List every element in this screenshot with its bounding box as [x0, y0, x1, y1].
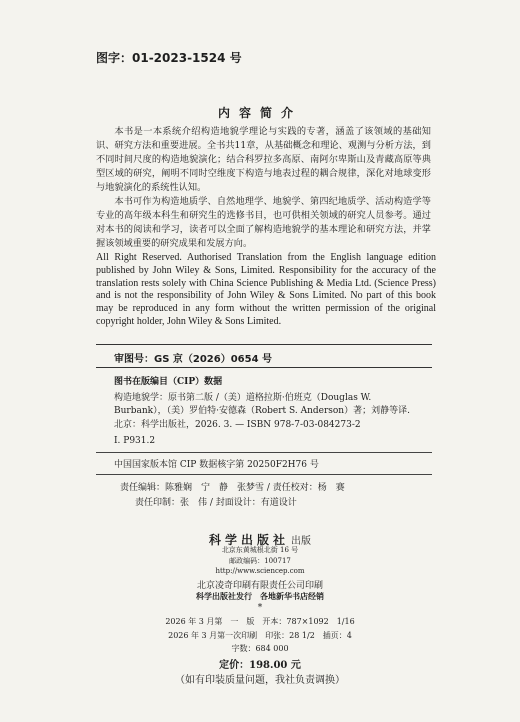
quality-note: （如有印装质量问题，我社负责调换） [175, 675, 345, 686]
publisher-postcode: 邮政编码：100717 [229, 557, 291, 565]
cip-line-2: Burbank），（美）罗伯特·安德森（Robert S. Anderson）著；刘静等译. [114, 406, 410, 416]
divider-cip [96, 367, 432, 368]
copyright-notice: All Right Reserved. Authorised Translation from the English language edition published by John Wiley & Sons, Limited. Responsibility for the accuracy of the translation rests solely with China Science Publishing & Media Ltd. (Science Press) and is not the responsibility of John Wiley & Sons Limited. No part of this book may be reproduced in any form without the written permission of the original copyright holder, John Wiley & Sons Limited. [96, 252, 436, 327]
publisher-name: 科学出版社 [208, 533, 289, 547]
cip-heading: 图书在版编目（CIP）数据 [114, 377, 223, 387]
price: 定价：198.00 元 [219, 660, 301, 671]
separator-star: * [257, 603, 263, 613]
intro-paragraph-2: 本书可作为构造地质学、自然地理学、地貌学、第四纪地质学、活动构造学等专业的高年级本科生和研究生的选修书目，也可供相关领域的研究人员参考。通过对本书的阅读和学习，读者可以全面了解构造地貌学的基本理论和研究方法，并掌握该领域重要的研究成果和发展方向。 [96, 196, 431, 249]
credits-editors: 责任编辑：陈雅娴 宁 静 张梦雪 / 责任校对：杨 赛 [120, 483, 345, 493]
registration-number: 图字：01-2023-1524 号 [96, 51, 242, 65]
edition-line-2: 2026 年 3 月第一次印刷 印张：28 1/2 插页：4 [168, 631, 352, 640]
printer: 北京凌奇印刷有限责任公司印刷 [196, 581, 323, 591]
cip-line-3: 北京：科学出版社，2026. 3. — ISBN 978-7-03-084273-2 [114, 420, 361, 430]
divider-library [96, 452, 432, 453]
map-review-number: 审图号：GS 京（2026）0654 号 [114, 354, 273, 365]
publisher-address: 北京东黄城根北街 16 号 [221, 546, 299, 554]
cip-classification: Ⅰ. P931.2 [114, 436, 156, 446]
divider-credits [96, 474, 432, 475]
distribution: 科学出版社发行 各地新华书店经销 [196, 591, 324, 601]
intro-title: 内容简介 [217, 106, 302, 120]
word-count: 字数：684 000 [231, 644, 289, 653]
cip-library-record: 中国国家版本馆 CIP 数据核字第 20250F2H76 号 [114, 460, 319, 470]
credits-production: 责任印制：张 伟 / 封面设计：有道设计 [135, 498, 297, 508]
publisher-name-suffix: 出版 [291, 536, 311, 547]
publisher-website: http://www.sciencep.com [215, 567, 305, 575]
divider-top [96, 344, 432, 345]
edition-line-1: 2026 年 3 月第 一 版 开本：787×1092 1/16 [165, 617, 355, 626]
cip-line-1: 构造地貌学：原书第二版 /（美）道格拉斯·伯班克（Douglas W. [114, 393, 372, 403]
intro-paragraph-1: 本书是一本系统介绍构造地貌学理论与实践的专著，涵盖了该领域的基础知识、研究方法和重要进展。全书共11章，从基础概念和理论、观测与分析方法，到不同时间尺度的构造地貌演化；结合科罗拉多高原、南阿尔卑斯山及青藏高原等典型区域的研究，阐明不同时空维度下构造与地表过程的耦合规律，深化对地球变形与地貌演化的系统性认知。 [96, 126, 431, 193]
